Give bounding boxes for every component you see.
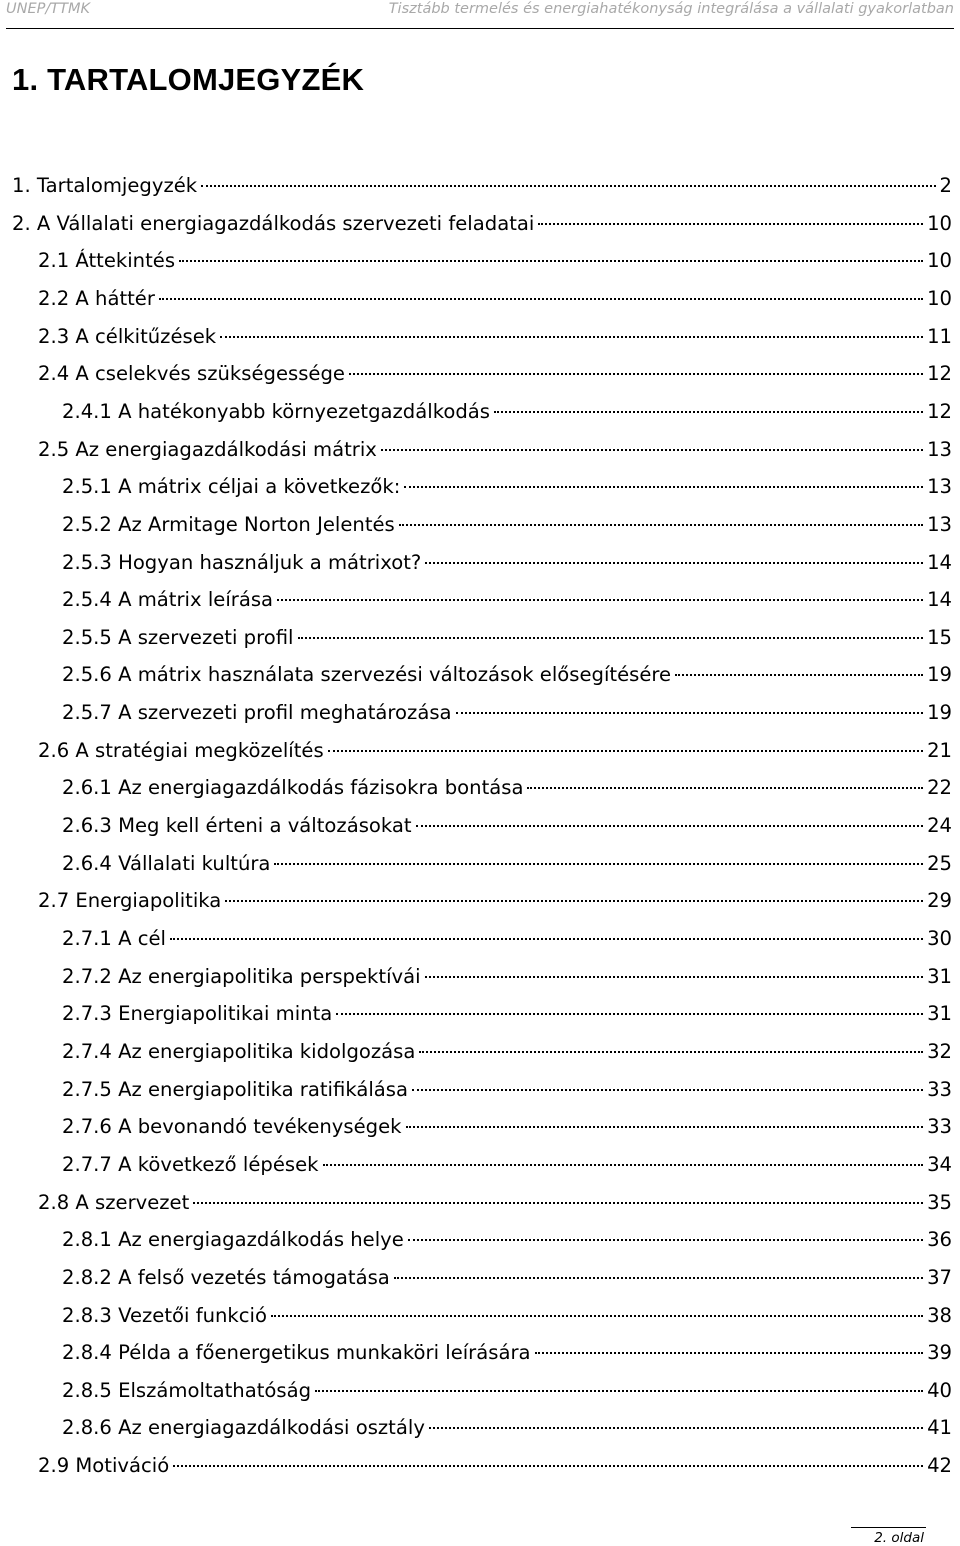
- toc-entry-page: 12: [927, 362, 952, 386]
- toc-entry-page: 29: [927, 889, 952, 913]
- page-number: 2. oldal: [874, 1530, 924, 1546]
- toc-entry-label: 2.7.2 Az energiapolitika perspektívái: [62, 964, 421, 988]
- toc-entry-label: 2.8.6 Az energiagazdálkodási osztály: [62, 1416, 425, 1440]
- toc-entry[interactable]: [62, 1002, 952, 1040]
- running-header: [6, 0, 954, 29]
- toc-entry-label: 2.7.7 A következő lépések: [62, 1152, 319, 1176]
- toc-entry-label: 2.5 Az energiagazdálkodási mátrix: [38, 437, 377, 461]
- toc-entry-page: 32: [927, 1039, 952, 1063]
- toc-entry[interactable]: [62, 1040, 952, 1078]
- toc-entry[interactable]: [62, 513, 952, 551]
- toc-entry-page: 19: [927, 701, 952, 725]
- page-title: 1. TARTALOMJEGYZÉK: [12, 62, 365, 97]
- toc-entry-label: 2.1 Áttekintés: [38, 249, 176, 273]
- toc-entry[interactable]: [38, 739, 952, 777]
- toc-entry-label: 2.7.1 A cél: [62, 927, 166, 950]
- toc-entry[interactable]: [62, 400, 952, 438]
- toc-entry-page: 38: [927, 1303, 952, 1327]
- toc-entry-page: 14: [927, 588, 952, 612]
- toc-entry[interactable]: [62, 1115, 952, 1153]
- toc-dot-leader: [406, 1126, 924, 1128]
- toc-entry-page: 36: [927, 1228, 952, 1252]
- toc-entry-label: 2.6.1 Az energiagazdálkodás fázisokra bontása: [62, 776, 524, 800]
- toc-entry-page: 34: [927, 1152, 952, 1176]
- toc-entry[interactable]: [62, 814, 952, 852]
- toc-entry-page: 13: [927, 437, 952, 461]
- toc-entry-page: 2: [939, 174, 952, 197]
- toc-entry[interactable]: [62, 1304, 952, 1342]
- toc-dot-leader: [193, 1202, 923, 1204]
- toc-dot-leader: [535, 1352, 924, 1354]
- toc-entry[interactable]: [62, 1228, 952, 1266]
- toc-entry[interactable]: [62, 1266, 952, 1304]
- toc-entry-label: 2.7.6 A bevonandó tevékenységek: [62, 1115, 402, 1139]
- toc-entry[interactable]: [38, 1191, 952, 1229]
- toc-entry-page: 35: [927, 1190, 952, 1214]
- toc-entry[interactable]: [62, 475, 952, 513]
- toc-entry[interactable]: [62, 1379, 952, 1417]
- toc-entry[interactable]: [62, 927, 952, 965]
- toc-entry-label: 2.3 A célkitűzések: [38, 324, 217, 348]
- toc-entry[interactable]: [62, 701, 952, 739]
- toc-dot-leader: [494, 411, 923, 413]
- toc-dot-leader: [538, 223, 923, 225]
- toc-entry-page: 24: [927, 814, 952, 838]
- toc-dot-leader: [336, 1013, 923, 1015]
- toc-dot-leader: [271, 1315, 923, 1317]
- toc-entry-label: 2.5.3 Hogyan használjuk a mátrixot?: [62, 550, 422, 574]
- toc-dot-leader: [412, 1089, 923, 1091]
- toc-entry-label: 1. Tartalomjegyzék: [12, 174, 198, 197]
- toc-dot-leader: [675, 674, 923, 676]
- footer-rule: [851, 1527, 926, 1528]
- toc-entry-label: 2.7.4 Az energiapolitika kidolgozása: [62, 1039, 416, 1063]
- toc-dot-leader: [298, 637, 924, 639]
- toc-entry[interactable]: [62, 852, 952, 890]
- toc-entry-label: 2.5.7 A szervezeti profil meghatározása: [62, 701, 452, 725]
- toc-entry[interactable]: [38, 438, 952, 476]
- toc-entry-label: 2.7.5 Az energiapolitika ratifikálása: [62, 1077, 409, 1101]
- toc-entry-page: 25: [927, 851, 952, 875]
- toc-entry-page: 11: [927, 324, 952, 348]
- toc-dot-leader: [220, 336, 923, 338]
- toc-dot-leader: [349, 373, 923, 375]
- toc-dot-leader: [274, 863, 923, 865]
- toc-entry-page: 13: [927, 475, 952, 499]
- toc-entry[interactable]: [38, 362, 952, 400]
- toc-entry-label: 2.5.4 A mátrix leírása: [62, 588, 274, 612]
- header-organization: UNEP/TTMK: [6, 1, 90, 17]
- toc-entry-page: 13: [927, 512, 952, 536]
- toc-entry-label: 2.6.3 Meg kell érteni a változásokat: [62, 814, 412, 838]
- toc-dot-leader: [328, 750, 923, 752]
- toc-dot-leader: [225, 900, 923, 902]
- toc-entry-label: 2.7.3 Energiapolitikai minta: [62, 1002, 333, 1026]
- toc-entry[interactable]: [38, 287, 952, 325]
- toc-dot-leader: [315, 1390, 923, 1392]
- toc-entry-label: 2.8.3 Vezetői funkció: [62, 1303, 267, 1327]
- toc-entry-label: 2.5.6 A mátrix használata szervezési változások elősegítésére: [62, 663, 672, 687]
- toc-entry-page: 31: [927, 964, 952, 988]
- toc-entry[interactable]: [12, 212, 952, 250]
- toc-dot-leader: [179, 260, 923, 262]
- toc-dot-leader: [429, 1427, 923, 1429]
- toc-dot-leader: [323, 1164, 924, 1166]
- toc-entry-page: 40: [927, 1378, 952, 1402]
- toc-dot-leader: [159, 298, 923, 300]
- toc-entry[interactable]: [38, 249, 952, 287]
- toc-entry[interactable]: [62, 1416, 952, 1454]
- toc-entry-label: 2.2 A háttér: [38, 286, 155, 310]
- toc-entry[interactable]: [62, 663, 952, 701]
- toc-entry[interactable]: [62, 965, 952, 1003]
- toc-dot-leader: [394, 1277, 923, 1279]
- toc-entry[interactable]: [62, 1153, 952, 1191]
- toc-entry-label: 2.8.2 A felső vezetés támogatása: [62, 1265, 390, 1289]
- toc-entry-label: 2.8.4 Példa a főenergetikus munkaköri leírására: [62, 1341, 531, 1365]
- toc-entry-label: 2.6 A stratégiai megközelítés: [38, 738, 324, 762]
- toc-entry-label: 2.7 Energiapolitika: [38, 889, 222, 913]
- toc-dot-leader: [408, 1239, 923, 1241]
- toc-entry-label: 2.8.5 Elszámoltathatóság: [62, 1378, 312, 1402]
- toc-dot-leader: [416, 825, 923, 827]
- toc-entry-label: 2.4 A cselekvés szükségessége: [38, 362, 345, 386]
- toc-dot-leader: [381, 449, 923, 451]
- toc-entry-page: 42: [927, 1454, 952, 1478]
- toc-entry-page: 41: [927, 1416, 952, 1440]
- toc-dot-leader: [404, 486, 923, 488]
- toc-dot-leader: [527, 787, 923, 789]
- toc-entry-label: 2.9 Motiváció: [38, 1454, 170, 1478]
- toc-entry-page: 37: [927, 1265, 952, 1289]
- toc-dot-leader: [170, 938, 923, 940]
- toc-entry[interactable]: [62, 551, 952, 589]
- toc-entry-page: 10: [927, 211, 952, 235]
- toc-entry[interactable]: [62, 1341, 952, 1379]
- toc-dot-leader: [425, 976, 923, 978]
- toc-entry-label: 2.6.4 Vállalati kultúra: [62, 851, 271, 875]
- toc-dot-leader: [173, 1465, 923, 1467]
- toc-entry-page: 19: [927, 663, 952, 687]
- toc-entry-page: 30: [927, 927, 952, 950]
- toc-entry-page: 33: [927, 1115, 952, 1139]
- toc-entry-page: 39: [927, 1341, 952, 1365]
- toc-dot-leader: [425, 562, 923, 564]
- toc-entry-label: 2. A Vállalati energiagazdálkodás szervezeti feladatai: [12, 211, 535, 235]
- toc-entry[interactable]: [38, 325, 952, 363]
- toc-entry-label: 2.8.1 Az energiagazdálkodás helye: [62, 1228, 404, 1252]
- toc-dot-leader: [277, 599, 923, 601]
- toc-entry-page: 22: [927, 776, 952, 800]
- header-document-title: Tisztább termelés és energiahatékonyság integrálása a vállalati gyakorlatban: [388, 1, 954, 17]
- toc-entry[interactable]: [62, 626, 952, 664]
- toc-entry[interactable]: [38, 1454, 952, 1492]
- toc-entry-page: 14: [927, 550, 952, 574]
- toc-entry-page: 33: [927, 1077, 952, 1101]
- toc-dot-leader: [419, 1051, 923, 1053]
- toc-entry[interactable]: [38, 889, 952, 927]
- toc-entry[interactable]: [12, 174, 952, 212]
- toc-dot-leader: [456, 712, 924, 714]
- toc-entry-page: 10: [927, 249, 952, 273]
- toc-entry-label: 2.8 A szervezet: [38, 1190, 190, 1214]
- toc-entry[interactable]: [62, 588, 952, 626]
- toc-entry-label: 2.5.1 A mátrix céljai a következők:: [62, 475, 401, 499]
- toc-entry-label: 2.5.5 A szervezeti profil: [62, 625, 294, 649]
- toc-entry-label: 2.4.1 A hatékonyabb környezetgazdálkodás: [62, 399, 490, 423]
- toc-entry-page: 15: [927, 625, 952, 649]
- toc-entry-label: 2.5.2 Az Armitage Norton Jelentés: [62, 512, 395, 536]
- toc-dot-leader: [399, 524, 923, 526]
- toc-entry[interactable]: [62, 1078, 952, 1116]
- toc-dot-leader: [201, 185, 935, 187]
- toc-entry-page: 10: [927, 286, 952, 310]
- toc-entry-page: 21: [927, 738, 952, 762]
- toc-entry-page: 12: [927, 399, 952, 423]
- toc-entry[interactable]: [62, 776, 952, 814]
- toc-entry-page: 31: [927, 1002, 952, 1026]
